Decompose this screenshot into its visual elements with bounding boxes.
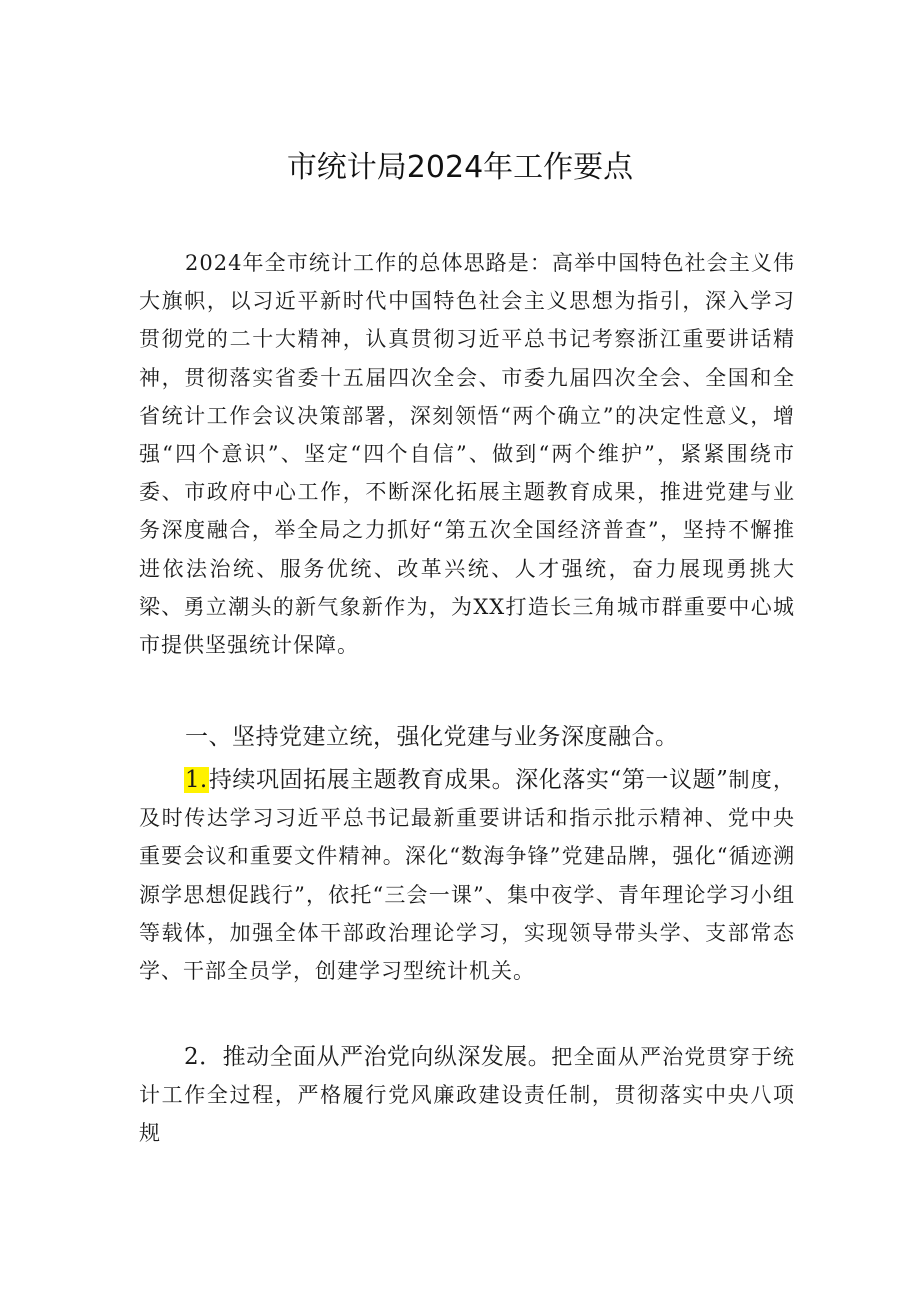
intro-paragraph: 2024年全市统计工作的总体思路是：高举中国特色社会主义伟大旗帜，以习近平新时代中国特色社会主义思想为指引，深入学习贯彻党的二十大精神，认真贯彻习近平总书记考察浙江重要讲话精神，贯彻落实省委十五届四次全会、市委九届四次全会、全国和全省统计工作会议决策部署，深刻领悟“两个确立”的决定性意义，增强“四个意识”、坚定“四个自信”、做到“两个维护”，紧紧围绕市委、市政府中心工作，不断深化拓展主题教育成果，推进党建与业务深度融合，举全局之力抓好“第五次全国经济普查”，坚持不懈推进依法治统、服务优统、改革兴统、人才强统，奋力展现勇挑大梁、勇立潮头的新气象新作为，为XX打造长三角城市群重要中心城市提供坚强统计保障。 <box>139 251 795 658</box>
document-title: 市统计局2024年工作要点 <box>286 150 634 185</box>
section-1-heading: 一、坚持党建立统，强化党建与业务深度融合。 <box>185 724 679 750</box>
item-2-lead: 推动全面从严治党向纵深发展。 <box>222 1044 552 1070</box>
item-1-number-highlight: 1. <box>185 767 208 793</box>
item-1-paragraph <box>139 761 795 990</box>
item-2-body: 把全面从严治党贯穿于统计工作全过程，严格履行党风廉政建设责任制，贯彻落实中央八项规 <box>139 1045 796 1146</box>
item-1-lead: 持续巩固拓展主题教育成果。深化落实“第一议题” <box>208 767 729 793</box>
item-1-body: 制度，及时传达学习习近平总书记最新重要讲话和指示批示精神、党中央重要会议和重要文件精神。深化“数海争锋”党建品牌，强化“循迹溯源学思想促践行”，依托“三会一课”、集中夜学、青年理论学习小组等载体，加强全体干部政治理论学习，实现领导带头学、支部常态学、干部全员学，创建学习型统计机关。 <box>139 768 795 984</box>
item-2-number: 2． <box>184 1044 223 1070</box>
item-2-paragraph <box>139 1038 795 1153</box>
